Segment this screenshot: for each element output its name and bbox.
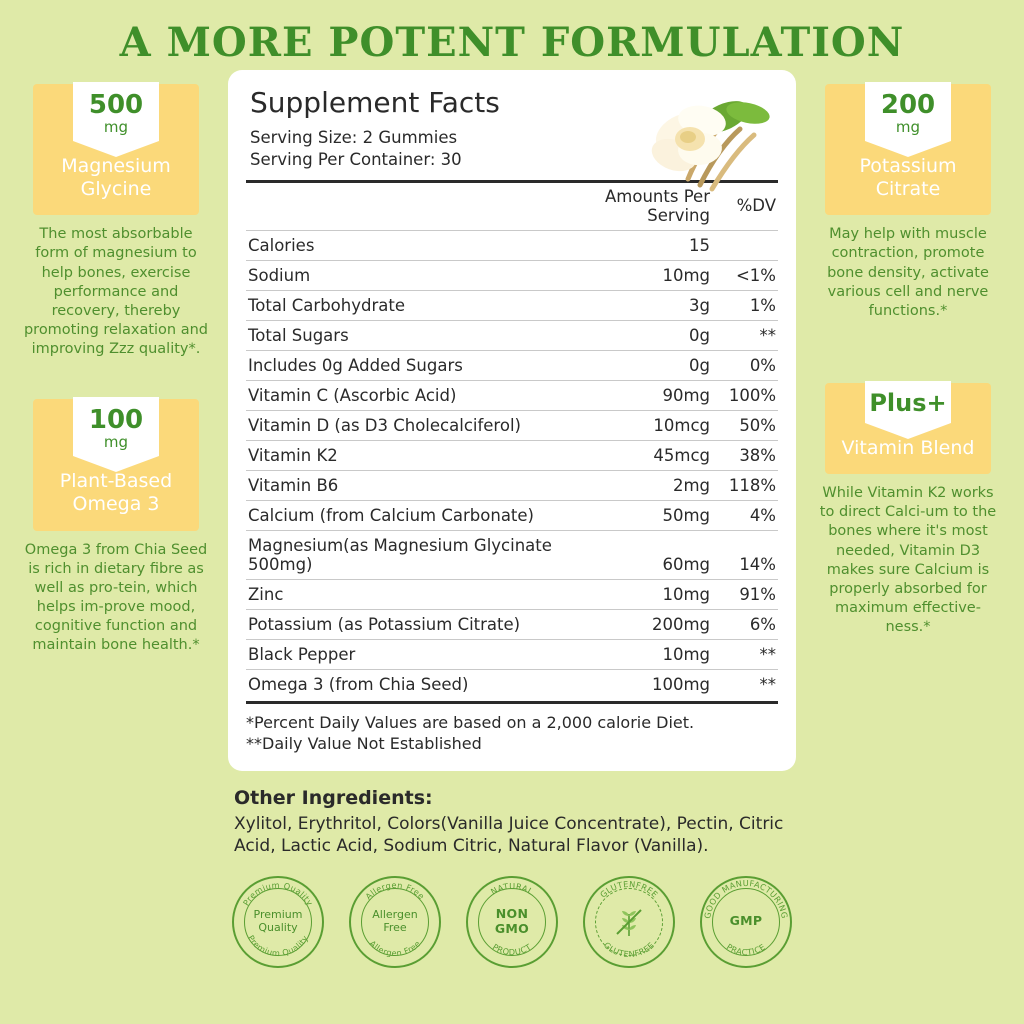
table-row [246,579,778,609]
row-dv: 91% [712,579,778,609]
seal-line1: Premium [253,907,303,921]
table-row [246,669,778,699]
other-ingredients-section [228,787,796,858]
table-row [246,320,778,350]
row-amount: 3g [598,290,712,320]
serving-per-container: Serving Per Container: 30 [250,150,462,170]
badge-amount: 100 [88,405,144,436]
seal-arc-top: Premium Quality [240,879,316,908]
seal-arc-bottom: Allergen Free [367,937,423,958]
row-amount: 100mg [598,669,712,699]
nutrition-table [246,183,778,699]
badge-amount: 500 [88,90,144,120]
seal-arc-top: GLUTENFREE [597,878,661,900]
nutrition-table-body [246,230,778,699]
seal-line1: GMP [729,913,763,929]
row-dv: ** [712,669,778,699]
row-label: Magnesium(as Magnesium Glycinate 500mg) [246,530,598,579]
seal-arc-bottom: GLUTENFREE [601,939,657,959]
seal-arc-bottom: PRACTICE [724,941,768,957]
row-amount: 45mcg [598,440,712,470]
seal-arc-bottom: Premium Quality [245,932,311,958]
table-row [246,530,778,579]
facts-footnotes [246,712,778,755]
badge-amount: Plus+ [869,388,947,417]
row-amount: 10mg [598,260,712,290]
svg-text:Allergen Free [363,880,426,901]
seal-line1: Allergen [372,907,418,921]
seal-arc-top: GOOD MANUFACTURING [702,877,790,919]
badge-vitamin-blend [810,383,1006,637]
header-dv: %DV [736,196,776,216]
badge-ribbon [73,82,159,141]
row-label: Black Pepper [246,639,598,669]
facts-rule-bottom [246,701,778,704]
svg-text:Premium Quality [246,933,310,958]
row-amount: 200mg [598,609,712,639]
table-row [246,260,778,290]
footnote-daily-values: *Percent Daily Values are based on a 2,000 calorie Diet. [246,712,695,732]
seal-line2: GMO [494,920,530,936]
row-dv: 4% [712,500,778,530]
seal-gmp-icon [700,876,792,968]
badge-ribbon [73,397,159,456]
row-label: Total Sugars [246,320,598,350]
row-amount: 50mg [598,500,712,530]
row-dv: 14% [712,530,778,579]
row-label: Potassium (as Potassium Citrate) [246,609,598,639]
badge-magnesium-glycine [18,84,214,359]
badge-description: May help with muscle contraction, promote bone density, activate various cell and nerve functions.* [827,226,989,319]
row-label: Zinc [246,579,598,609]
svg-text:PRACTICE [725,941,767,957]
row-label: Vitamin D (as D3 Cholecalciferol) [246,410,598,440]
table-row [246,470,778,500]
seal-arc-top: Allergen Free [363,879,427,902]
badge-name: Plant-Based Omega 3 [59,470,173,516]
row-dv: ** [712,639,778,669]
row-amount: 90mg [598,380,712,410]
row-dv: 1% [712,290,778,320]
svg-text:Allergen Free [368,938,423,958]
page-layout [0,70,1024,968]
svg-text:Premium Quality [241,879,315,907]
svg-text:NATURAL [489,881,535,897]
vanilla-flower-icon [628,93,778,171]
row-dv: 38% [712,440,778,470]
supplement-facts-panel [228,70,796,771]
seal-arc-bottom: PRODUCT [490,941,534,957]
svg-text:GLUTENFREE [602,940,656,959]
svg-text:PRODUCT [491,941,534,957]
badge-name: Magnesium Glycine [61,155,171,201]
row-dv: 6% [712,609,778,639]
badge-plant-based-omega-3 [18,399,214,655]
row-label: Vitamin K2 [246,440,598,470]
row-amount: 60mg [598,530,712,579]
row-label: Omega 3 (from Chia Seed) [246,669,598,699]
table-row [246,230,778,260]
page-title: A MORE POTENT FORMULATION [119,19,905,66]
row-label: Total Carbohydrate [246,290,598,320]
header-amount: Amounts Per Serving [605,186,710,225]
seal-arc-top: NATURAL [488,880,536,897]
table-row [246,440,778,470]
table-row [246,609,778,639]
badge-description: Omega 3 from Chia Seed is rich in dietary fibre as well as pro-tein, which helps im-prove mood, cognitive function and maintain bone health.* [24,541,208,654]
row-dv: 100% [712,380,778,410]
badge-unit: mg [895,118,921,136]
table-row [246,350,778,380]
row-dv: ** [712,320,778,350]
row-dv: 118% [712,470,778,500]
row-amount: 10mg [598,639,712,669]
row-label: Sodium [246,260,598,290]
badge-name: Potassium Citrate [859,155,957,201]
row-amount: 0g [598,320,712,350]
serving-size: Serving Size: 2 Gummies [250,128,458,147]
table-row [246,410,778,440]
table-row [246,290,778,320]
badge-card [825,383,991,474]
badge-card [33,84,199,215]
other-ingredients-text: Xylitol, Erythritol, Colors(Vanilla Juice Concentrate), Pectin, Citric Acid, Lactic Acid, Sodium Citric, Natural Flavor (Vanilla). [234,813,784,857]
badge-unit: mg [103,118,129,136]
row-amount: 2mg [598,470,712,500]
row-amount: 0g [598,350,712,380]
row-dv [712,230,778,260]
seal-line2: Quality [258,920,298,934]
row-amount: 15 [598,230,712,260]
svg-text:GLUTENFREE [598,878,660,899]
header-blank [246,183,598,231]
row-amount: 10mcg [598,410,712,440]
left-column [18,70,214,655]
center-column [214,70,810,968]
badge-description: The most absorbable form of magnesium to help bones, exercise performance and recovery, thereby promoting relaxation and improving Zzz quality*. [23,226,209,358]
right-column [810,70,1006,637]
supplement-facts-heading: Supplement Facts [250,86,500,119]
row-dv: <1% [712,260,778,290]
badge-potassium-citrate [810,84,1006,321]
row-dv: 0% [712,350,778,380]
row-dv: 50% [712,410,778,440]
row-label: Vitamin C (Ascorbic Acid) [246,380,598,410]
seal-premium-quality-icon [232,876,324,968]
badge-amount: 200 [880,90,936,120]
badge-ribbon [865,82,951,141]
row-label: Calories [246,230,598,260]
certification-seals [228,876,796,968]
seal-non-gmo-icon [466,876,558,968]
serving-info [246,127,778,172]
footnote-not-established: **Daily Value Not Established [246,734,482,754]
badge-unit: mg [103,433,129,452]
table-row [246,500,778,530]
row-label: Calcium (from Calcium Carbonate) [246,500,598,530]
badge-description: While Vitamin K2 works to direct Calci-um to the bones where it's most needed, Vitamin D3 makes sure Calcium is properly absorbed for maximum effective-ness.* [819,485,997,636]
serving-text [250,127,462,172]
row-label: Includes 0g Added Sugars [246,350,598,380]
row-amount: 10mg [598,579,712,609]
table-row [246,380,778,410]
badge-card [825,84,991,215]
badge-name: Vitamin Blend [841,436,975,459]
seal-allergen-free-icon [349,876,441,968]
other-ingredients-heading: Other Ingredients: [234,786,433,809]
seal-line2: Free [383,920,407,934]
table-row [246,639,778,669]
seal-line1: NON [495,906,529,922]
badge-card [33,399,199,530]
svg-text:GOOD MANUFACTURING [702,878,790,919]
seal-gluten-free-icon [583,876,675,968]
row-label: Vitamin B6 [246,470,598,500]
badge-ribbon [865,381,951,423]
